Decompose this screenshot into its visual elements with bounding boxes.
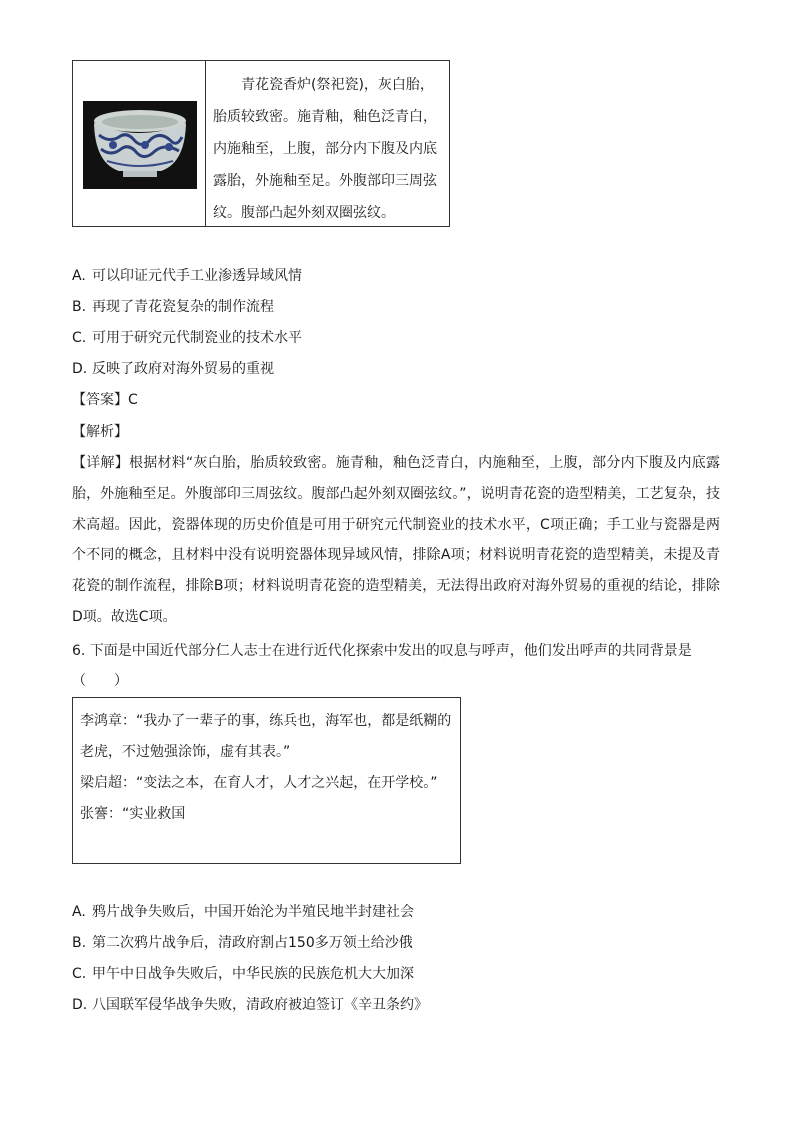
quote-text: [80, 706, 452, 830]
q6-option-b: B. 第二次鸦片战争后，清政府割占150多万领土给沙俄: [72, 935, 413, 951]
quote-liang-qichao: 梁启超：“变法之本，在育人才，人才之兴起，在开学校。”: [80, 775, 438, 791]
table-divider: [205, 61, 206, 226]
answer-value: C: [128, 392, 138, 408]
q5-option-a: A. 可以印证元代手工业渗透异域风情: [72, 268, 302, 284]
porcelain-bowl-image: [83, 101, 197, 189]
answer-label: 【答案】: [72, 392, 128, 408]
detail-text: 根据材料“灰白胎，胎质较致密。施青釉，釉色泛青白，内施釉至，上腹，部分内下腹及内底露胎，外施釉至足。外腹部印三周弦纹。腹部凸起外刻双圈弦纹。”，说明青花瓷的造型精美，工艺复杂，技术高超。因此，瓷器体现的历史价值是可用于研究元代制瓷业的技术水平，C项正确；手工业与瓷器是两个不同的概念，且材料中没有说明瓷器体现异域风情，排除A项；材料说明青花瓷的造型精美，未提及青花瓷的制作流程，排除B项；材料说明青花瓷的造型精美，无法得出政府对海外贸易的重视的结论，排除D项。故选C项。: [72, 455, 720, 625]
analysis-label: 【解析】: [72, 424, 128, 440]
q6-option-c: C. 甲午中日战争失败后，中华民族的民族危机大大加深: [72, 966, 414, 982]
q5-option-d: D. 反映了政府对海外贸易的重视: [72, 361, 274, 377]
quote-li-hongzhang: 李鸿章：“我办了一辈子的事，练兵也，海军也，都是纸糊的老虎，不过勉强涂饰，虚有其表。”: [80, 713, 452, 760]
quote-zhang-jian: 张謇：“实业救国: [80, 806, 186, 822]
q6-option-d: D. 八国联军侵华战争失败，清政府被迫签订《辛丑条约》: [72, 997, 428, 1013]
q5-option-c: C. 可用于研究元代制瓷业的技术水平: [72, 330, 302, 346]
q5-option-b: B. 再现了青花瓷复杂的制作流程: [72, 299, 274, 315]
quote-box: [72, 697, 461, 864]
porcelain-description: 青花瓷香炉(祭祀瓷)，灰白胎，胎质较致密。施青釉，釉色泛青白，内施釉至，上腹，部分内下腹及内底露胎，外施釉至足。外腹部印三周弦纹。腹部凸起外刻双圈弦纹。: [213, 77, 437, 221]
detail-label: 【详解】: [72, 455, 129, 471]
q6-option-a: A. 鸦片战争失败后，中国开始沦为半殖民地半封建社会: [72, 904, 414, 920]
porcelain-table: [72, 60, 450, 227]
porcelain-image-cell: [73, 61, 205, 226]
detail-paragraph: [72, 448, 720, 633]
answer-line: [72, 390, 138, 410]
q6-stem: 6. 下面是中国近代部分仁人志士在进行近代化探索中发出的叹息与呼声，他们发出呼声的共同背景是: [72, 643, 692, 659]
q6-blank: （ ）: [72, 673, 128, 689]
